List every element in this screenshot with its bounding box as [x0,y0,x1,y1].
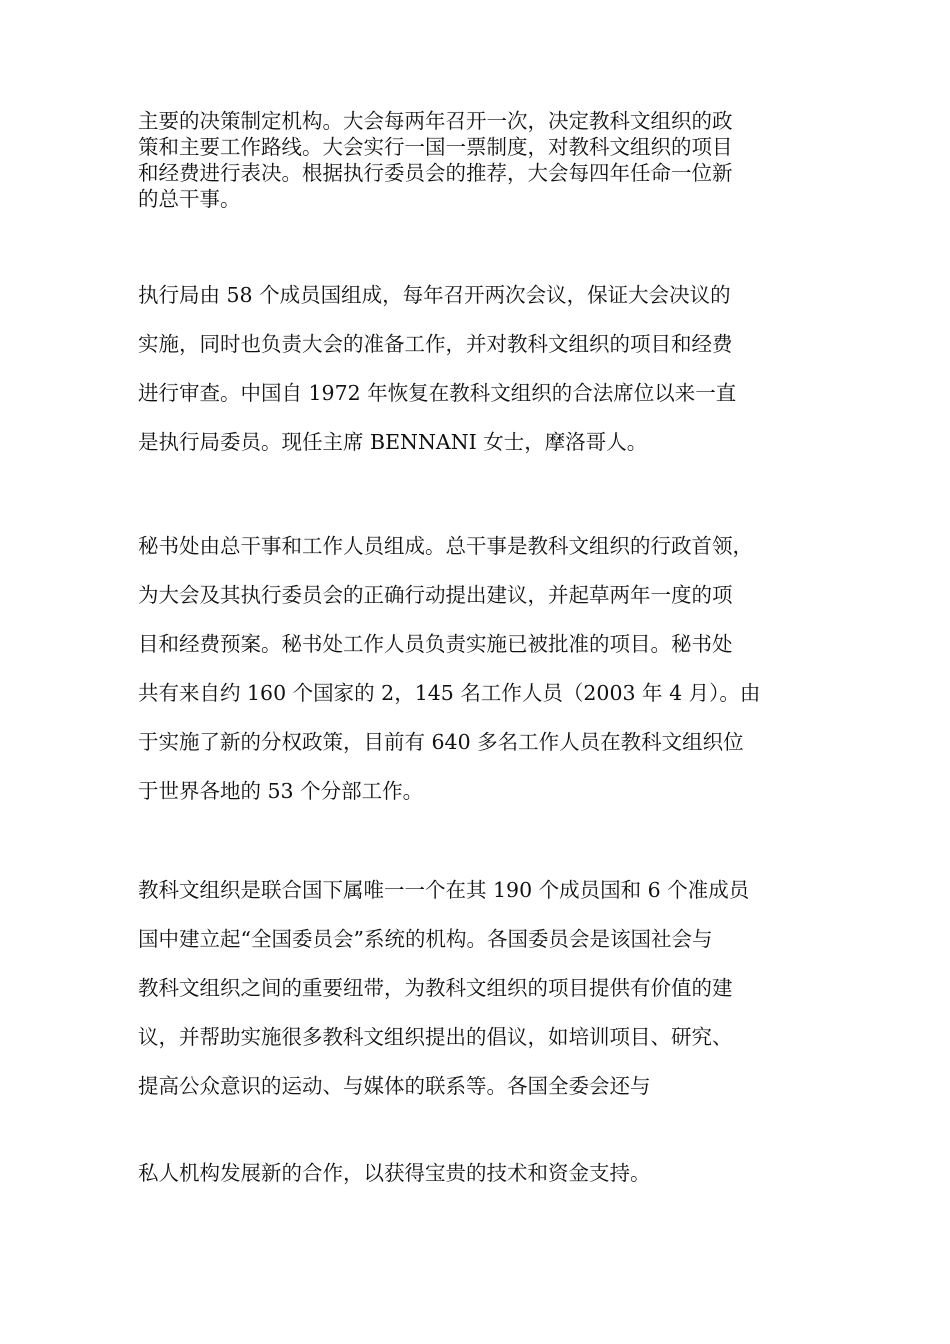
text-line: 提高公众意识的运动、与媒体的联系等。各国全委会还与 [138,1074,651,1098]
text-line: 秘书处由总干事和工作人员组成。总干事是教科文组织的行政首领， [138,534,753,558]
paragraph-secretariat [138,522,838,816]
text-line: 议，并帮助实施很多教科文组织提出的倡议，如培训项目、研究、 [138,1025,733,1049]
paragraph-national-commissions [138,866,838,1111]
text-line: 是执行局委员。现任主席 BENNANI 女士，摩洛哥人。 [138,430,648,454]
text-line: 执行局由 58 个成员国组成，每年召开两次会议，保证大会决议的 [138,283,731,307]
text-line: 和经费进行表决。根据执行委员会的推荐，大会每四年任命一位新 [138,161,733,185]
text-line: 进行审查。中国自 1972 年恢复在教科文组织的合法席位以来一直 [138,381,737,405]
text-line: 的总干事。 [138,187,241,211]
paragraph-general-conference [138,108,838,212]
text-line: 教科文组织是联合国下属唯一一个在其 190 个成员国和 6 个准成员 [138,878,750,902]
text-line: 策和主要工作路线。大会实行一国一票制度，对教科文组织的项目 [138,135,733,159]
text-line: 教科文组织之间的重要纽带，为教科文组织的项目提供有价值的建 [138,976,733,1000]
text-line: 主要的决策制定机构。大会每两年召开一次，决定教科文组织的政 [138,109,733,133]
text-line: 于世界各地的 53 个分部工作。 [138,779,424,803]
text-line: 于实施了新的分权政策，目前有 640 多名工作人员在教科文组织位 [138,730,744,754]
text-line: 为大会及其执行委员会的正确行动提出建议，并起草两年一度的项 [138,583,733,607]
text-line: 共有来自约 160 个国家的 2，145 名工作人员（2003 年 4 月）。由 [138,681,761,705]
paragraph-private-cooperation [138,1149,838,1198]
text-line: 私人机构发展新的合作，以获得宝贵的技术和资金支持。 [138,1161,651,1185]
text-line: 目和经费预案。秘书处工作人员负责实施已被批准的项目。秘书处 [138,632,733,656]
text-line: 国中建立起“全国委员会”系统的机构。各国委员会是该国社会与 [138,927,713,951]
paragraph-executive-board [138,271,838,467]
text-line: 实施，同时也负责大会的准备工作，并对教科文组织的项目和经费 [138,332,733,356]
